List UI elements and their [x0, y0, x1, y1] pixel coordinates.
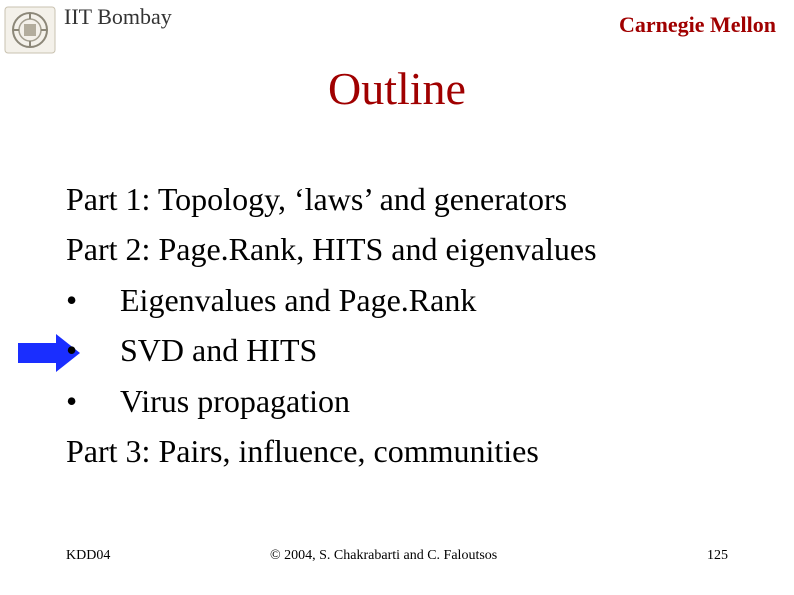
list-item	[66, 426, 597, 476]
list-item-text: Eigenvalues and Page.Rank	[120, 281, 477, 318]
list-item-text: Part 1: Topology, ‘laws’ and generators	[66, 181, 568, 217]
bullet: •	[66, 281, 78, 318]
outline-list	[66, 174, 597, 476]
list-item-text: Virus propagation	[120, 382, 351, 419]
bullet: •	[66, 382, 78, 419]
iit-bombay-label: IIT Bombay	[64, 4, 172, 29]
bullet: •	[66, 332, 78, 369]
list-item	[66, 174, 597, 224]
list-item	[66, 376, 597, 426]
list-item	[66, 224, 597, 274]
list-item-text: Part 3: Pairs, influence, communities	[66, 432, 539, 469]
list-item-text: SVD and HITS	[120, 332, 318, 369]
list-item	[66, 275, 597, 325]
slide-title: Outline	[328, 63, 466, 114]
carnegie-mellon-label: Carnegie Mellon	[618, 12, 776, 37]
footer-conference: KDD04	[66, 548, 111, 563]
iit-bombay-seal-icon	[4, 6, 56, 54]
list-item-text: Part 2: Page.Rank, HITS and eigenvalues	[66, 231, 597, 268]
page-number: 125	[707, 548, 728, 563]
footer-copyright: © 2004, S. Chakrabarti and C. Faloutsos	[270, 548, 498, 563]
list-item-current	[66, 325, 597, 375]
